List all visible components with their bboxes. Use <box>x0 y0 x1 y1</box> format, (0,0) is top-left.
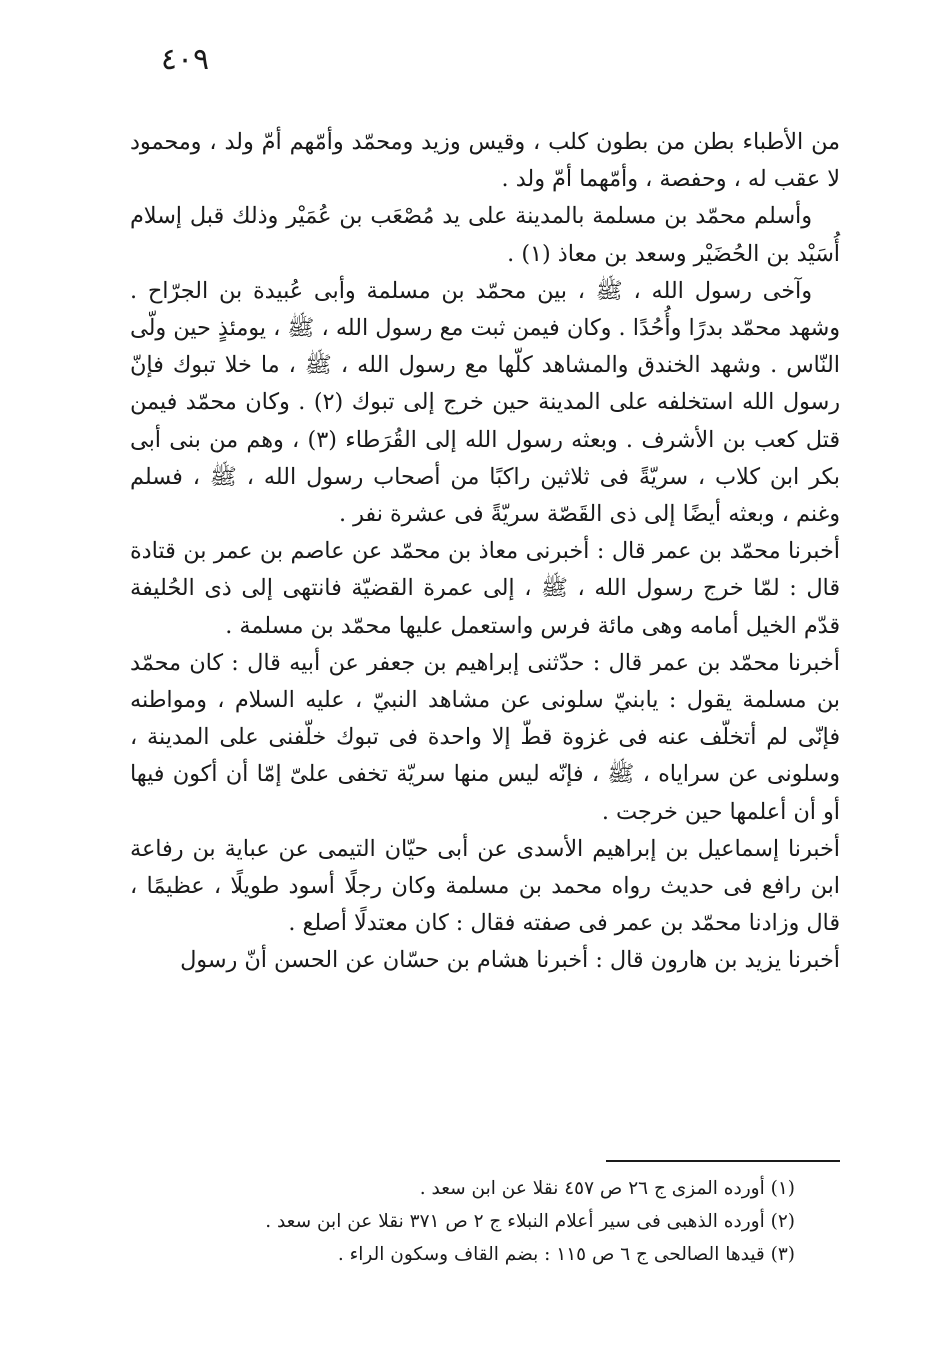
main-text <box>130 124 840 980</box>
paragraph: أخبرنا إسماعيل بن إبراهيم الأسدى عن أبى حيّان التيمى عن عباية بن رفاعة ابن رافع فى حديث رواه محمد بن مسلمة وكان رجلًا أسود طويلًا ، عظيمًا ، قال وزادنا محمّد بن عمر فى صفته فقال : كان معتدلًا أصلع . <box>130 835 840 937</box>
footnote-divider <box>606 1160 840 1162</box>
paragraph: من الأطباء بطن من بطون كلب ، وقيس وزيد ومحمّد وأمّهم أمّ ولد ، ومحمود لا عقب له ، وحفصة ، وأمّهما أمّ ولد . <box>130 129 840 193</box>
paragraph: أخبرنا يزيد بن هارون قال : أخبرنا هشام بن حسّان عن الحسن أنّ رسول <box>180 947 840 974</box>
footnote: (١) أورده المزى ج ٢٦ ص ٤٥٧ نقلا عن ابن سعد . <box>419 1178 795 1199</box>
paragraph: وأسلم محمّد بن مسلمة بالمدينة على يد مُصْعَب بن عُمَيْر وذلك قبل إسلام أُسَيْد بن الحُضَيْر وسعد بن معاذ (١) . <box>130 203 840 267</box>
footnotes <box>130 1172 795 1271</box>
page-number: ٤٠٩ <box>160 42 210 77</box>
footnote: (٢) أورده الذهبى فى سير أعلام النبلاء ج ٢ ص ٣٧١ نقلا عن ابن سعد . <box>265 1211 795 1232</box>
paragraph: أخبرنا محمّد بن عمر قال : أخبرنى معاذ بن محمّد عن عاصم بن عمر بن قتادة قال : لمّا خرج رسول الله ، ﷺ ، إلى عمرة القضيّة فانتهى إلى ذى الحُليفة قدّم الخيل أمامه وهى مائة فرس واستعمل عليها محمّد بن مسلمة . <box>130 538 840 639</box>
footnote: (٣) قيدها الصالحى ج ٦ ص ١١٥ : بضم القاف وسكون الراء . <box>337 1244 795 1265</box>
page-number-container <box>0 40 938 80</box>
paragraph: وآخى رسول الله ، ﷺ ، بين محمّد بن مسلمة وأبى عُبيدة بن الجرّاح . وشهد محمّد بدرًا وأُحُدًا . وكان فيمن ثبت مع رسول الله ، ﷺ ، يومئذٍ حين ولّى النّاس . وشهد الخندق والمشاهد كلّها مع رسول الله ، ﷺ ، ما خلا تبوك فإنّ رسول الله استخلفه على المدينة حين خرج إلى تبوك (٢) . وكان محمّد فيمن قتل كعب بن الأشرف . وبعثه رسول الله إلى القُرَطاء (٣) ، وهم من بنى أبى بكر ابن كلاب ، سريّةً فى ثلاثين راكبًا من أصحاب رسول الله ، ﷺ ، فسلم وغنم ، وبعثه أيضًا إلى ذى القَصّة سريّةً فى عشرة نفر . <box>130 277 840 528</box>
paragraph: أخبرنا محمّد بن عمر قال : حدّثنى إبراهيم بن جعفر عن أبيه قال : كان محمّد بن مسلمة يقول : يابنيّ سلونى عن مشاهد النبيّ ، عليه السلام ، ومواطنه فإنّى لم أتخلّف عنه فى غزوة قطّ إلا واحدة فى تبوك خلّفنى على المدينة ، وسلونى عن سراياه ، ﷺ ، فإنّه ليس منها سريّة تخفى علىّ إمّا أن أكون فيها أو أن أعلمها حين خرجت . <box>130 649 840 825</box>
